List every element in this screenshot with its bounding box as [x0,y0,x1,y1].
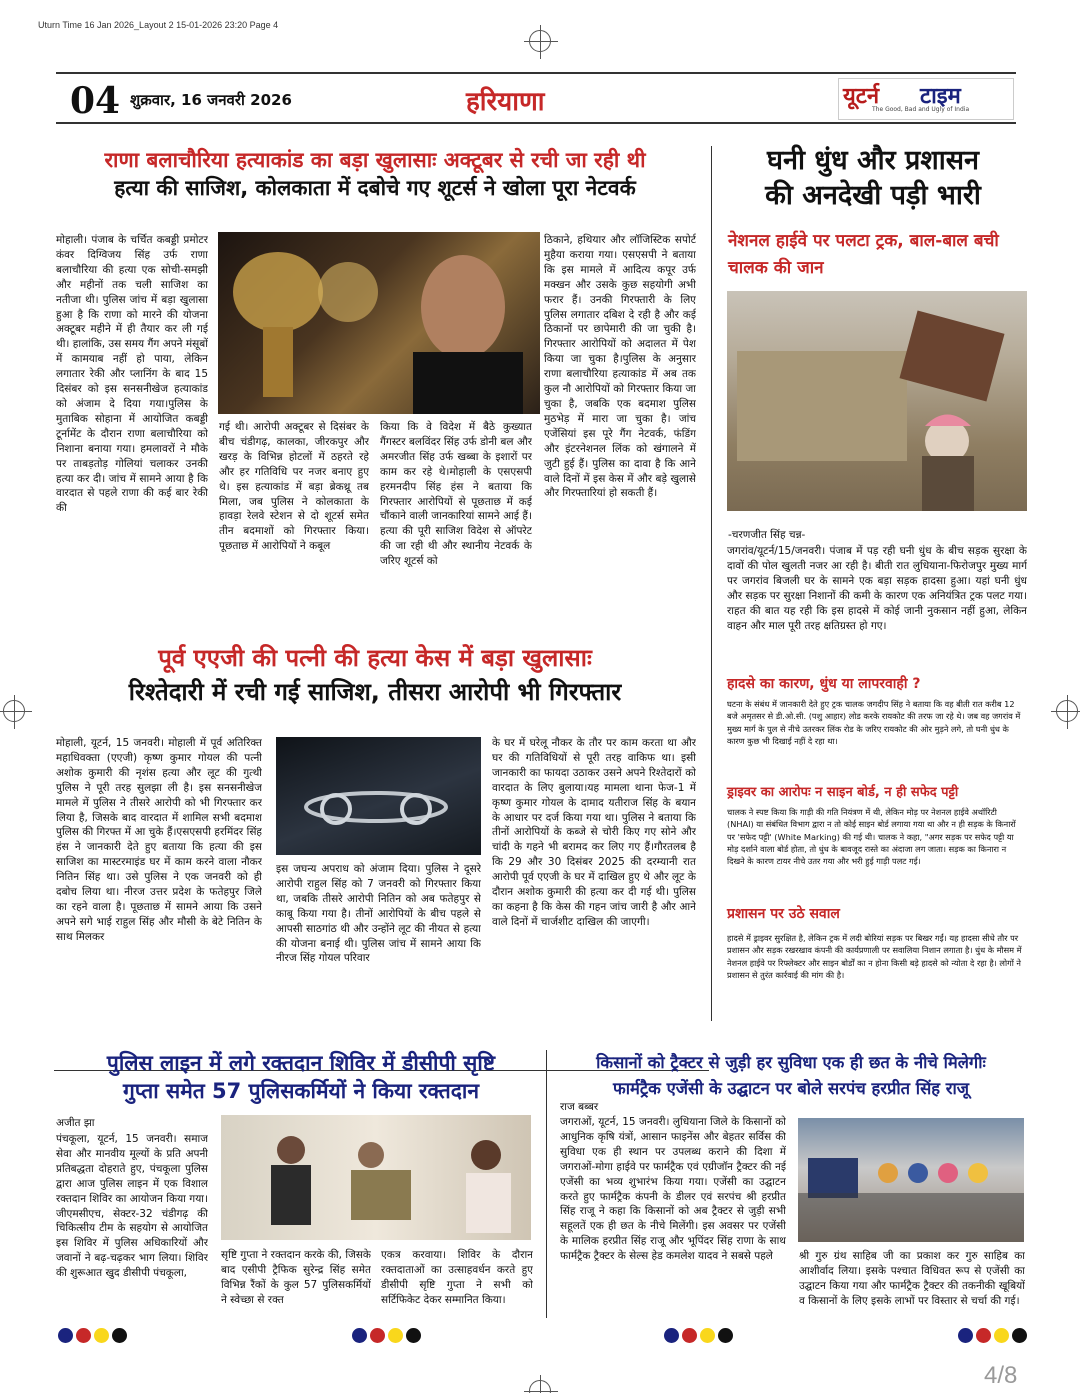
color-bar-2 [352,1328,424,1347]
story3-para-2: चालक ने स्पष्ट किया कि गाड़ी की गति नियंत्रण में थी, लेकिन मोड़ पर नेशनल हाईवे अथॉरिटी (NHAI) या संबंधित विभाग द्वारा न तो कोई साइन बोर्ड लगाया गया था और न ही सड़क के किनारों पर 'सफेद पट्टी' (White Marking) की गई थी। चालक ने कहा, "अगर सड़क पर सफेद पट्टी या मोड़ दर्शाने वाला बोर्ड होता, तो धुंध के बावजूद रास्ते का अंदाजा लग जाता। सड़क का किनारा न दिखने के कारण टायर नीचे उतर गया और भरी हुई गाड़ी पलट गई। [727,807,1016,867]
agency-inauguration-photo [798,1118,1024,1242]
story3-para-1: घटना के संबंध में जानकारी देते हुए ट्रक चालक जगदीप सिंह ने बताया कि वह बीती रात करीब 12 बजे अमृतसर से डी.ओ.सी. (पशु आहार) लोड करके रायकोट की तरफ जा रहे थे। जब वह जगरांव में मुख्य मार्ग के पुल से नीचे उतरकर लिंक रोड के जरिए रायकोट की ओर मुड़ने लगे, तो घनी धुंध के कारण कुछ भी दिखाई नहीं दे रहा था। [727,699,1021,746]
story3-subhead-3: प्रशासन पर उठे सवाल [727,906,840,922]
story3-lead: जगरांव/यूटर्न/15/जनवरी। पंजाब में पड़ रही घनी धुंध के बीच सड़क सुरक्षा के दावों की पोल खुलती नजर आ रही है। बीती रात लुधियाना-फिरोजपुर मुख्य मार्ग पर जगरांव बिजली घर के सामने एक बड़ा सड़क हादसा हुआ। यहां घनी धुंध और सड़क पर सुरक्षा निशानों की कमी के कारण एक अनियंत्रित ट्रक पलट गया। राहत की बात यह रही कि इस हादसे में कोई जानी नुकसान नहीं हुआ, लेकिन वाहन और माल पूरी तरह क्षतिग्रस्त हो गए। [727,545,1027,632]
logo-part-2: टाइम [920,84,961,109]
color-dot [700,1328,715,1343]
story3-byline: -चरणजीत सिंह चन्न- [728,529,806,541]
story3-subhead: नेशनल हाईवे पर पलटा ट्रक, बाल-बाल बची चालक की जान [728,231,999,279]
story2-headline-line1: पूर्व एएजी की पत्नी की हत्या केस में बड़ा खुलासाः [158,644,592,672]
story4-headline [56,1050,546,1105]
story1-photo [218,232,540,414]
color-dot [958,1328,973,1343]
blood-donation-photo [221,1115,531,1240]
color-dot [58,1328,73,1343]
story1-col2: गई थी। आरोपी अक्टूबर से दिसंबर के बीच चंडीगढ़, कालका, जीरकपुर और खरड़ के विभिन्न होटलों में ठहरते रहे और हर गतिविधि पर नजर बनाए हुए थे। इस हत्याकांड में बड़ा ब्रेकथ्रू तब मिला, जब पुलिस ने कोलकाता के हावड़ा रेलवे स्टेशन से दो शूटर्स समेत तीन बदमाशों को गिरफ्तार किया। पूछताछ में आरोपियों ने कबूल [219,421,369,553]
color-dot [682,1328,697,1343]
color-dot [388,1328,403,1343]
color-bar-3 [664,1328,736,1347]
bottom-column-divider [546,1050,547,1318]
story3-headline-line2: की अनदेखी पड़ी भारी [765,179,981,211]
story4-col2: सृष्टि गुप्ता ने रक्तदान करके की, जिसके बाद एसीपी ट्रैफिक सुरेन्द्र सिंह समेत विभिन्न रैंकों के कुल 57 पुलिसकर्मियों ने स्वेच्छा से रक्त [221,1249,371,1306]
story3-para-3: हादसे में ड्राइवर सुरक्षित है, लेकिन ट्रक में लदी बोरियां सड़क पर बिखर गईं। यह हादसा सीधे तौर पर प्रशासन और सड़क रखरखाव कंपनी की कार्यप्रणाली पर सवालिया निशान लगाता है। धुंध के मौसम में नेशनल हाईवे पर रिफ्लेक्टर और साइन बोर्डों का न होना किसी बड़े हादसे को न्योता दे रहा है। लोगों ने प्रशासन से तुरंत कार्रवाई की मांग की है। [727,933,1022,980]
color-dot [352,1328,367,1343]
color-dot [112,1328,127,1343]
story2-headline [50,642,700,709]
registration-mark-left [3,700,25,722]
story2-col2: इस जघन्य अपराध को अंजाम दिया। पुलिस ने दूसरे आरोपी राहुल सिंह को 7 जनवरी को गिरफ्तार किया था, जबकि तीसरे आरोपी नितिन को अब फतेहपुर से काबू किया गया है। तीनों आरोपियों के बीच पहले से आपसी साठगांठ थी और उन्होंने लूट की नीयत से हत्या की योजना बनाई थी। पुलिस जांच में सामने आया कि नीरज सिंह गोयल परिवार [276,863,481,965]
handcuffs-photo [276,737,481,855]
story2-photo [276,737,481,855]
color-dot [994,1328,1009,1343]
overturned-truck-photo [727,291,1027,511]
color-dot [976,1328,991,1343]
color-dot [406,1328,421,1343]
story5-col2: श्री गुरु ग्रंथ साहिब जी का प्रकाश कर गुरु साहिब का आशीर्वाद लिया। इसके पश्चात विधिवत रूप से एजेंसी का उद्घाटन किया गया और फार्मट्रैक ट्रैक्टर की तकनीकी खूबियों व किसानों के लिए इसके लाभों पर विस्तार से चर्चा की गई। [799,1250,1025,1307]
story3-subhead-2: ड्राइवर का आरोपः न साइन बोर्ड, न ही सफेद पट्टी [727,785,959,800]
story1-col1: मोहाली। पंजाब के चर्चित कबड्डी प्रमोटर कंवर दिग्विजय सिंह उर्फ राणा बलाचौरिया की हत्या एक सोची-समझी और महीनों तक चली साजिश का नतीजा थी। पुलिस जांच में बड़ा खुलासा हुआ है कि राणा को मारने की योजना अक्टूबर महीने में ही तैयार कर ली गई थी। हालांकि, उस समय गैंग अपने मंसूबों में कामयाब नहीं हो पाया, लेकिन लगातार रेकी और प्लानिंग के बाद 15 दिसंबर को इस सनसनीखेज हत्याकांड को अंजाम दे दिया गया।पुलिस के मुताबिक सोहाना में आयोजित कबड्डी टूर्नामेंट के दौरान राणा बलाचौरिया को निशाना बनाया गया। हमलावरों ने मौके पर ताबड़तोड़ गोलियां चलाकर उनकी हत्या कर दी। जांच में सामने आया है कि वारदात से पहले राणा की कई बार रेकी की [56,234,208,515]
story1-col3: किया कि वे विदेश में बैठे कुख्यात गैंगस्टर बलविंदर सिंह उर्फ डोनी बल और अमरजीत सिंह उर्फ खब्बा के इशारों पर काम कर रहे थे।मोहाली के एसएसपी हरमनदीप सिंह हंस ने बताया कि गिरफ्तार आरोपियों से पूछताछ में कई चौंकाने वाली जानकारियां सामने आई हैं। हत्या की पूरी साजिश विदेश से ऑपरेट की जा रही थी और स्थानीय नेटवर्क के जरिए शूटर्स को [380,421,532,568]
color-dot [1012,1328,1027,1343]
color-dot [718,1328,733,1343]
story5-headline [556,1050,1026,1101]
story1-headline [50,146,700,203]
registration-mark-right [1056,700,1078,722]
story5-headline-line2: फार्मट्रैक एजेंसी के उद्घाटन पर बोले सरपंच हरप्रीत सिंह राजू [612,1078,969,1098]
story4-col3: एकत्र करवाया। शिविर के दौरान रक्तदाताओं का उत्साहवर्धन करते हुए डीसीपी सृष्टि गुप्ता ने सभी को सर्टिफिकेट देकर सम्मानित किया। [381,1249,533,1306]
story5-photo [798,1118,1024,1242]
story3-headline [720,144,1026,213]
story3-subhead-1: हादसे का कारण, धुंध या लापरवाही ? [727,676,921,692]
color-bar-1 [58,1328,130,1347]
color-dot [94,1328,109,1343]
story5-byline: राज बब्बर [560,1101,599,1113]
story2-col3: के घर में घरेलू नौकर के तौर पर काम करता था और घर की गतिविधियों से पूरी तरह वाकिफ था। इसी जानकारी का फायदा उठाकर उसने अपने रिश्तेदारों को वारदात के लिए बुलाया।यह मामला थाना फेज-1 में कृष्ण कुमार गोयल के दामाद यतीराज सिंह के बयान के आधार पर दर्ज किया गया था। पुलिस ने बताया कि तीनों आरोपियों के कब्जे से चोरी किए गए सोने और चांदी के गहने भी बरामद कर लिए गए हैं।गौरतलब है कि 29 और 30 दिसंबर 2025 की दरम्यानी रात आरोपी पूर्व एएजी के घर में दाखिल हुए थे और लूट के दौरान अशोक कुमारी की हत्या कर दी गई थी। पुलिस का कहना है कि केस की गहन जांच जारी है और आने वाले दिनों में चार्जशीट दाखिल की जाएगी। [492,737,696,928]
story4-col1: पंचकूला, यूटर्न, 15 जनवरी। समाज सेवा और मानवीय मूल्यों के प्रति अपनी प्रतिबद्धता दोहराते हुए, पंचकूला पुलिस द्वारा आज पुलिस लाइन में एक विशाल रक्तदान शिविर का आयोजन किया गया। जीएमसीएच, सेक्टर-32 चंडीगढ़ की चिकित्सीय टीम के सहयोग से आयोजित इस शिविर में पुलिस अधिकारियों और जवानों ने बढ़-चढ़कर भाग लिया। शिविर की शुरूआत खुद डीसीपी पंचकूला, [56,1133,208,1280]
story1-col4: ठिकाने, हथियार और लॉजिस्टिक सपोर्ट मुहैया कराया गया। एसएसपी ने बताया कि इस मामले में आदित्य कपूर उर्फ मक्खन और उसके कुछ सहयोगी अभी फरार हैं। उनकी गिरफ्तारी के लिए पुलिस लगातार दबिश दे रही है और कई ठिकानों पर छापेमारी की जा चुकी है। गिरफ्तार आरोपियों को अदालत में पेश किया जा चुका है।पुलिस के अनुसार राणा बलाचौरिया हत्याकांड में अब तक कुल नौ आरोपियों को गिरफ्तार किया जा चुका है, जबकि एक बदमाश पुलिस मुठभेड़ में मारा जा चुका है। जांच एजेंसियां इस पूरे गैंग नेटवर्क, फंडिंग और इंटरनेशनल लिंक को खंगालने में जुटी हुई हैं। पुलिस का दावा है कि आने वाले दिनों में इस केस में और बड़े खुलासे और गिरफ्तारियां हो सकती हैं। [544,234,696,500]
story2-col1: मोहाली, यूटर्न, 15 जनवरी। मोहाली में पूर्व अतिरिक्त महाधिवक्ता (एएजी) कृष्ण कुमार गोयल की पत्नी अशोक कुमारी की नृशंस हत्या और लूट की गुत्थी पुलिस ने पूरी तरह सुलझा ली है। इस सनसनीखेज मामले में पुलिस ने तीसरे आरोपी को भी गिरफ्तार कर लिया है, जिसके बाद वारदात में शामिल सभी बदमाश पुलिस की गिरफ्त में आ चुके हैं।एसएसपी हरमिंदर सिंह हंस ने जानकारी देते हुए बताया कि हत्या की इस साजिश का मास्टरमाइंड घर में काम करने वाला नौकर नितिन सिंह था। उसे पुलिस ने एक जनवरी को ही दबोच लिया था। नीरज उत्तर प्रदेश के फतेहपुर जिले का रहने वाला है। पूछताछ में सामने आया कि उसने अपने सगे भाई राहुल सिंह और मौसी के बेटे नितिन के साथ मिलकर [56,737,262,943]
color-dot [76,1328,91,1343]
story5-headline-line1: किसानों को ट्रैक्टर से जुड़ी हर सुविधा एक ही छत के नीचे मिलेगीः [596,1053,986,1072]
section-title: हरियाणा [466,87,545,117]
color-dot [664,1328,679,1343]
column-divider [711,146,712,1021]
page-number: 04 [70,80,121,122]
color-dot [370,1328,385,1343]
story4-photo [221,1115,531,1240]
page-date: शुक्रवार, 16 जनवरी 2026 [130,91,292,109]
story3-photo [727,291,1027,511]
logo-tagline: The Good, Bad and Ugly of India [872,106,970,113]
story1-headline-line2: हत्या की साजिश, कोलकाता में दबोचे गए शूटर्स ने खोला पूरा नेटवर्क [114,176,636,201]
registration-mark-bottom [529,1380,551,1393]
story3-headline-line1: घनी धुंध और प्रशासन [767,145,979,176]
story4-byline: अजीत झा [56,1117,95,1129]
color-bar-4 [958,1328,1030,1347]
trophy-man-photo [218,232,540,414]
story4-headline-line1: पुलिस लाइन में लगे रक्तदान शिविर में डीसीपी सृष्टि [106,1051,496,1075]
story4-headline-line2: गुप्ता समेत 57 पुलिसकर्मियों ने किया रक्तदान [123,1078,479,1103]
print-slug: Uturn Time 16 Jan 2026_Layout 2 15-01-2026 23:20 Page 4 [38,20,279,30]
story5-col1: जगराओं, यूटर्न, 15 जनवरी। लुधियाना जिले के किसानों को आधुनिक कृषि यंत्रों, आसान फाइनेंस और बेहतर सर्विस की सुविधा एक ही स्थान पर उपलब्ध कराने की दिशा में जगराओं-मोगा हाईवे पर फार्मट्रैक एवं एग्रीजॉन ट्रैक्टर की नई एजेंसी का भव्य शुभारंभ किया गया। एजेंसी का उद्घाटन करते हुए फार्मट्रैक कंपनी के डीलर एवं सरपंच श्री हरप्रीत सिंह राजू ने कहा कि किसानों को अब ट्रैक्टर से जुड़ी सभी सहूलतें एक ही छत के नीचे मिलेंगी। इस अवसर पर एजेंसी के मालिक हरप्रीत सिंह राजू और भूपिंदर सिंह राणा के साथ फार्मट्रैक ट्रैक्टर के सेल्स हेड कमलेश यादव ने सबसे पहले [560,1116,786,1263]
story2-headline-line2: रिश्तेदारी में रची गई साजिश, तीसरा आरोपी भी गिरफ्तार [128,677,622,706]
story1-headline-line1: राणा बलाचौरिया हत्याकांड का बड़ा खुलासाः अक्टूबर से रची जा रही थी [104,148,646,172]
registration-mark-top [529,30,551,52]
page-counter: 4/8 [984,1362,1018,1389]
logo-part-1: यूटर्न [843,84,880,109]
